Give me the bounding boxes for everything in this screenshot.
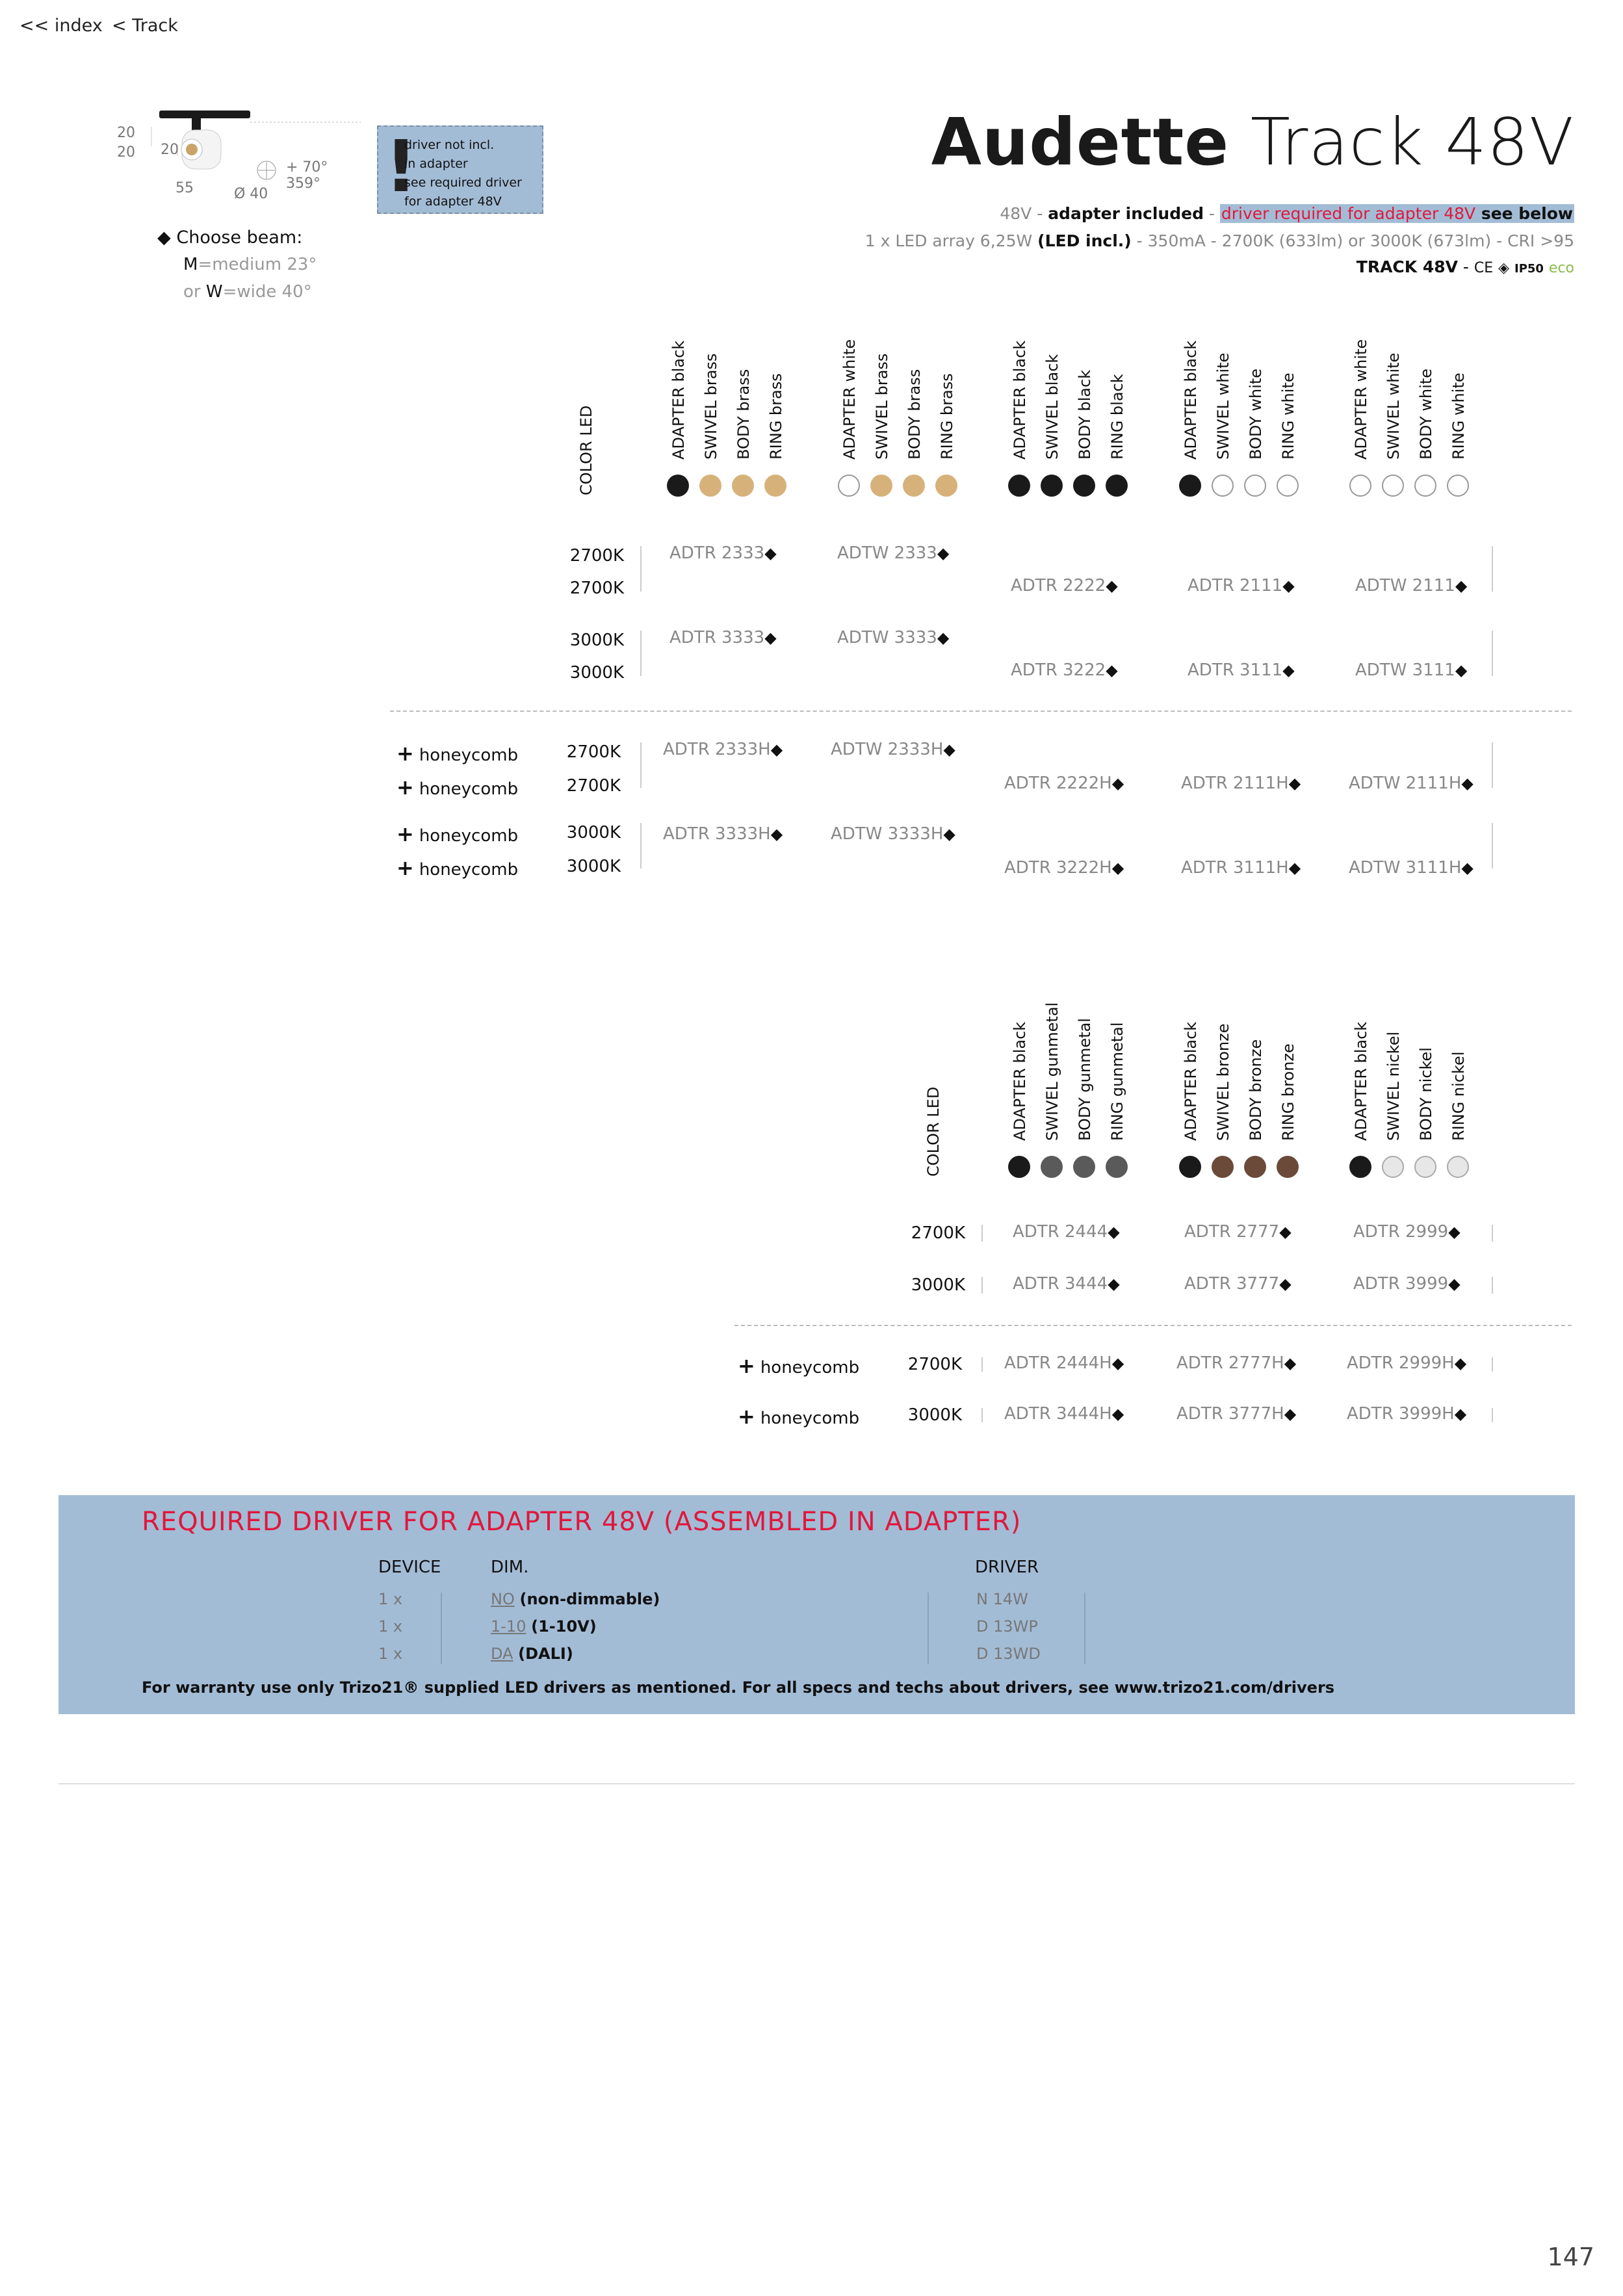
plus-icon: + xyxy=(396,775,414,800)
warning-line: for adapter 48V xyxy=(404,194,502,209)
column-label: BODY white xyxy=(1417,368,1435,460)
column-label: ADAPTER black xyxy=(669,340,688,460)
diamond-icon: ◆ xyxy=(770,740,783,759)
product-code[interactable]: ADTW 2333H◆ xyxy=(831,740,955,759)
divider xyxy=(981,1225,983,1242)
dimension-label: Ø 40 xyxy=(234,186,268,202)
diamond-icon: ◆ xyxy=(1282,577,1295,595)
divider xyxy=(1492,1408,1493,1422)
diamond-icon: ◆ xyxy=(1288,859,1301,877)
diamond-icon: ◆ xyxy=(1108,1223,1120,1241)
divider xyxy=(640,546,642,592)
product-code[interactable]: ADTW 2111H◆ xyxy=(1349,774,1474,793)
diamond-icon: ◆ xyxy=(1288,774,1301,792)
product-code[interactable]: ADTR 2333H◆ xyxy=(663,740,783,759)
color-swatch-white xyxy=(1244,475,1266,497)
device-qty: 1 x xyxy=(378,1590,403,1608)
product-code[interactable]: ADTR 2999◆ xyxy=(1353,1222,1461,1242)
color-swatch-brass xyxy=(870,475,892,497)
column-label: ADAPTER black xyxy=(1011,1021,1029,1141)
product-code[interactable]: ADTR 3777◆ xyxy=(1184,1274,1292,1294)
diamond-icon: ◆ xyxy=(1448,1275,1461,1293)
plus-icon: + xyxy=(396,855,414,880)
product-code[interactable]: ADTR 2111◆ xyxy=(1188,576,1295,595)
diamond-icon: ◆ xyxy=(1454,1405,1467,1423)
driver-model: N 14W xyxy=(976,1590,1028,1608)
plus-icon: + xyxy=(396,822,414,846)
divider xyxy=(1492,546,1493,592)
beam-option-wide: or W=wide 40° xyxy=(183,282,312,302)
dim-type: 1-10 (1-10V) xyxy=(491,1617,597,1636)
column-label: RING gunmetal xyxy=(1108,1022,1126,1141)
temp-label: 2700K xyxy=(566,776,621,796)
diamond-icon: ◆ xyxy=(1106,661,1118,679)
product-code[interactable]: ADTR 2444◆ xyxy=(1013,1222,1120,1242)
product-code[interactable]: ADTR 3222◆ xyxy=(1011,660,1118,680)
color-swatch-black xyxy=(1008,475,1030,497)
plus-icon: + xyxy=(396,741,414,766)
color-swatch-bronze xyxy=(1244,1156,1266,1178)
column-label: BODY gunmetal xyxy=(1076,1018,1094,1141)
column-label: SWIVEL brass xyxy=(702,353,720,460)
driver-footnote: For warranty use only Trizo21® supplied LED drivers as mentioned. For all specs and techs about drivers, see www.trizo21.com/drivers xyxy=(142,1678,1335,1697)
driver-warning-box xyxy=(377,125,543,214)
diamond-icon: ◆ xyxy=(943,740,955,759)
color-swatch-white xyxy=(838,475,860,497)
column-label: RING brass xyxy=(938,373,956,460)
product-code[interactable]: ADTR 3111◆ xyxy=(1188,660,1295,680)
column-label: BODY brass xyxy=(734,369,753,460)
color-swatch-nickel xyxy=(1382,1156,1404,1178)
product-code[interactable]: ADTR 3777H◆ xyxy=(1176,1404,1297,1424)
dimension-label: + 70° xyxy=(286,159,328,176)
diamond-icon: ◆ xyxy=(1111,774,1124,792)
column-label: SWIVEL white xyxy=(1384,352,1403,460)
column-label: ADAPTER white xyxy=(840,339,859,460)
column-label: RING nickel xyxy=(1449,1051,1468,1141)
temp-label: 3000K xyxy=(566,857,621,876)
color-swatch-bronze xyxy=(1277,1156,1299,1178)
divider xyxy=(640,823,642,868)
temp-label: 3000K xyxy=(569,631,624,650)
diamond-icon: ◆ xyxy=(1279,1223,1292,1241)
product-code[interactable]: ADTR 3444◆ xyxy=(1013,1274,1120,1294)
diamond-icon: ◆ xyxy=(764,629,777,647)
diamond-icon: ◆ xyxy=(1111,859,1124,877)
diamond-icon: ◆ xyxy=(1284,1405,1297,1423)
divider xyxy=(640,631,642,676)
device-qty: 1 x xyxy=(378,1617,403,1636)
color-swatch-white xyxy=(1212,475,1234,497)
divider xyxy=(1492,823,1493,868)
divider xyxy=(1492,742,1493,788)
dimension-label: 55 xyxy=(175,180,194,196)
product-code[interactable]: ADTR 2444H◆ xyxy=(1004,1353,1124,1373)
diamond-icon: ◆ xyxy=(1279,1275,1292,1293)
color-swatch-brass xyxy=(732,475,754,497)
product-code[interactable]: ADTR 3222H◆ xyxy=(1004,858,1124,878)
divider xyxy=(640,742,642,788)
ip-rating: IP50 xyxy=(1514,262,1544,276)
warning-icon: ! xyxy=(385,125,418,208)
column-label: ADAPTER black xyxy=(1182,1021,1200,1141)
color-swatch-gun xyxy=(1106,1156,1128,1178)
product-code[interactable]: ADTW 3111H◆ xyxy=(1349,858,1474,878)
diamond-icon: ◆ xyxy=(1284,1354,1297,1372)
driver-header: DRIVER xyxy=(975,1558,1039,1577)
color-swatch-brass xyxy=(903,475,925,497)
plus-icon: + xyxy=(738,1404,755,1429)
diamond-icon: ◆ xyxy=(937,629,950,647)
product-code[interactable]: ADTR 2111H◆ xyxy=(1181,774,1301,793)
color-swatch-nickel xyxy=(1414,1156,1436,1178)
column-label: BODY brass xyxy=(905,369,924,460)
section-divider xyxy=(390,711,1572,712)
honeycomb-option: + honeycomb xyxy=(396,822,519,846)
column-label: BODY bronze xyxy=(1247,1039,1265,1141)
diamond-icon: ◆ xyxy=(770,825,783,843)
diamond-icon: ◆ xyxy=(1106,577,1118,595)
diamond-icon: ◆ xyxy=(1454,1354,1467,1372)
beam-heading xyxy=(157,228,302,248)
divider xyxy=(1492,1225,1493,1242)
dim-type: DA (DALI) xyxy=(491,1645,573,1663)
diamond-icon: ◆ xyxy=(1108,1275,1120,1293)
product-code[interactable]: ADTR 3111H◆ xyxy=(1181,858,1301,878)
product-code[interactable]: ADTR 3333◆ xyxy=(669,628,777,647)
column-label: RING black xyxy=(1108,374,1126,460)
diamond-icon: ◆ xyxy=(1461,859,1474,877)
color-swatch-black xyxy=(1041,475,1063,497)
product-code[interactable]: ADTR 3333H◆ xyxy=(663,824,783,844)
class-symbol-icon: ◈ xyxy=(1498,260,1510,276)
diamond-icon: ◆ xyxy=(1455,661,1468,679)
driver-model: D 13WD xyxy=(976,1645,1041,1663)
temp-label: 3000K xyxy=(566,823,621,842)
color-swatch-nickel xyxy=(1447,1156,1469,1178)
column-label: SWIVEL white xyxy=(1214,352,1232,460)
column-label: BODY nickel xyxy=(1417,1047,1435,1141)
dimension-label: 20 xyxy=(117,144,135,161)
divider xyxy=(1492,631,1493,676)
temp-label: 3000K xyxy=(569,663,624,683)
product-code[interactable]: ADTW 3333H◆ xyxy=(831,824,955,844)
product-code[interactable]: ADTW 3111◆ xyxy=(1355,660,1468,680)
diamond-icon: ◆ xyxy=(937,544,950,562)
page-number: 147 xyxy=(1547,2243,1594,2271)
column-label: SWIVEL brass xyxy=(873,353,891,460)
color-swatch-black xyxy=(1179,475,1201,497)
temp-label: 3000K xyxy=(911,1275,965,1295)
color-swatch-black xyxy=(1106,475,1128,497)
plus-icon: + xyxy=(738,1353,755,1378)
beam-option-medium: M=medium 23° xyxy=(183,255,317,274)
dimension-label: 359° xyxy=(286,176,320,192)
color-led-header: COLOR LED xyxy=(924,1086,942,1177)
color-swatch-brass xyxy=(764,475,786,497)
product-code[interactable]: ADTR 2999H◆ xyxy=(1347,1353,1467,1373)
column-label: SWIVEL nickel xyxy=(1384,1031,1403,1141)
subline-led: 1 x LED array 6,25W (LED incl.) - 350mA - 2700K (633lm) or 3000K (673lm) - CRI >95 xyxy=(864,231,1574,250)
temp-label: 2700K xyxy=(911,1223,965,1243)
color-swatch-white xyxy=(1414,475,1436,497)
color-swatch-gun xyxy=(1073,1156,1095,1178)
diamond-icon: ◆ xyxy=(1461,774,1474,792)
honeycomb-option: + honeycomb xyxy=(738,1404,860,1429)
divider xyxy=(981,1357,983,1372)
column-label: ADAPTER black xyxy=(1182,340,1200,460)
product-code[interactable]: ADTW 3333◆ xyxy=(837,628,950,647)
diamond-icon: ◆ xyxy=(764,544,777,562)
dimension-label: 20 xyxy=(161,142,179,158)
color-swatch-black xyxy=(1349,1156,1371,1178)
temp-label: 2700K xyxy=(907,1355,962,1374)
honeycomb-option: + honeycomb xyxy=(396,775,519,800)
divider xyxy=(981,1277,983,1294)
diamond-icon: ◆ xyxy=(1455,577,1468,595)
column-label: BODY white xyxy=(1247,368,1265,460)
column-label: BODY black xyxy=(1076,369,1094,460)
honeycomb-option: + honeycomb xyxy=(738,1353,860,1378)
section-divider xyxy=(734,1325,1572,1326)
color-swatch-white xyxy=(1349,475,1371,497)
honeycomb-option: + honeycomb xyxy=(396,741,519,766)
column-label: ADAPTER black xyxy=(1011,340,1029,460)
color-swatch-black xyxy=(1073,475,1095,497)
column-label: RING bronze xyxy=(1279,1043,1297,1141)
honeycomb-option: + honeycomb xyxy=(396,855,519,880)
column-label: SWIVEL bronze xyxy=(1214,1023,1232,1141)
divider xyxy=(1492,1357,1493,1372)
product-code[interactable]: ADTR 3999◆ xyxy=(1353,1274,1461,1294)
divider xyxy=(981,1408,983,1422)
dim-header: DIM. xyxy=(491,1558,529,1577)
product-code[interactable]: ADTR 3999H◆ xyxy=(1347,1404,1467,1424)
product-code[interactable]: ADTR 3444H◆ xyxy=(1004,1404,1124,1424)
device-qty: 1 x xyxy=(378,1645,403,1663)
ce-mark-icon: CE xyxy=(1474,260,1494,276)
diamond-icon: ◆ xyxy=(1111,1405,1124,1423)
temp-label: 2700K xyxy=(566,742,621,762)
eco-icon: eco xyxy=(1548,260,1574,276)
diamond-icon: ◆ xyxy=(1282,661,1295,679)
color-swatch-white xyxy=(1382,475,1404,497)
divider xyxy=(1084,1593,1085,1664)
product-code[interactable]: ADTR 2777H◆ xyxy=(1176,1353,1297,1373)
product-code[interactable]: ADTR 2222◆ xyxy=(1011,576,1118,595)
color-swatch-black xyxy=(1008,1156,1030,1178)
beam-label: Choose beam: xyxy=(176,228,303,248)
dim-type: NO (non-dimmable) xyxy=(491,1590,660,1608)
track-link[interactable]: < Track xyxy=(112,16,178,36)
color-swatch-bronze xyxy=(1212,1156,1234,1178)
product-code[interactable]: ADTR 2777◆ xyxy=(1184,1222,1292,1242)
column-label: RING white xyxy=(1279,372,1297,460)
temp-label: 3000K xyxy=(907,1405,962,1425)
temp-label: 2700K xyxy=(569,579,624,598)
color-swatch-white xyxy=(1447,475,1469,497)
color-swatch-black xyxy=(667,475,689,497)
divider xyxy=(928,1593,929,1664)
warning-line: driver not incl. xyxy=(404,138,495,152)
color-swatch-brass xyxy=(935,475,957,497)
index-link[interactable]: << index xyxy=(19,16,103,36)
color-swatch-gun xyxy=(1041,1156,1063,1178)
column-label: ADAPTER black xyxy=(1352,1021,1370,1141)
warning-line: in adapter xyxy=(404,157,468,171)
subline-adapter: 48V - adapter included - driver required for adapter 48V see below xyxy=(1000,204,1573,223)
diamond-icon: ◆ xyxy=(1448,1223,1461,1241)
divider xyxy=(441,1593,442,1664)
color-swatch-brass xyxy=(699,475,721,497)
diamond-icon: ◆ xyxy=(1111,1354,1124,1372)
color-led-header: COLOR LED xyxy=(577,405,595,495)
driver-title: REQUIRED DRIVER FOR ADAPTER 48V (ASSEMBLED IN ADAPTER) xyxy=(142,1507,1022,1537)
dimension-label: 20 xyxy=(117,125,135,141)
warning-line: see required driver xyxy=(404,176,522,190)
column-label: SWIVEL black xyxy=(1043,354,1061,460)
driver-model: D 13WP xyxy=(976,1617,1038,1636)
column-label: ADAPTER white xyxy=(1352,339,1370,460)
page-title: Audette Track 48V xyxy=(931,104,1574,180)
product-code[interactable]: ADTR 2333◆ xyxy=(669,543,777,563)
diamond-icon: ◆ xyxy=(943,825,955,843)
color-swatch-white xyxy=(1277,475,1299,497)
temp-label: 2700K xyxy=(569,546,624,566)
column-label: RING white xyxy=(1449,372,1468,460)
page-divider xyxy=(58,1783,1575,1784)
product-code[interactable]: ADTW 2333◆ xyxy=(837,543,950,563)
device-header: DEVICE xyxy=(378,1558,441,1577)
product-code[interactable]: ADTR 2222H◆ xyxy=(1004,774,1124,793)
column-label: SWIVEL gunmetal xyxy=(1043,1002,1061,1141)
color-swatch-black xyxy=(1179,1156,1201,1178)
divider xyxy=(1492,1277,1493,1294)
diamond-icon: ◆ xyxy=(157,228,171,248)
column-label: RING brass xyxy=(767,373,785,460)
subline-track: TRACK 48V - CE ◈ IP50 eco xyxy=(1356,257,1574,276)
product-code[interactable]: ADTW 2111◆ xyxy=(1355,576,1468,595)
